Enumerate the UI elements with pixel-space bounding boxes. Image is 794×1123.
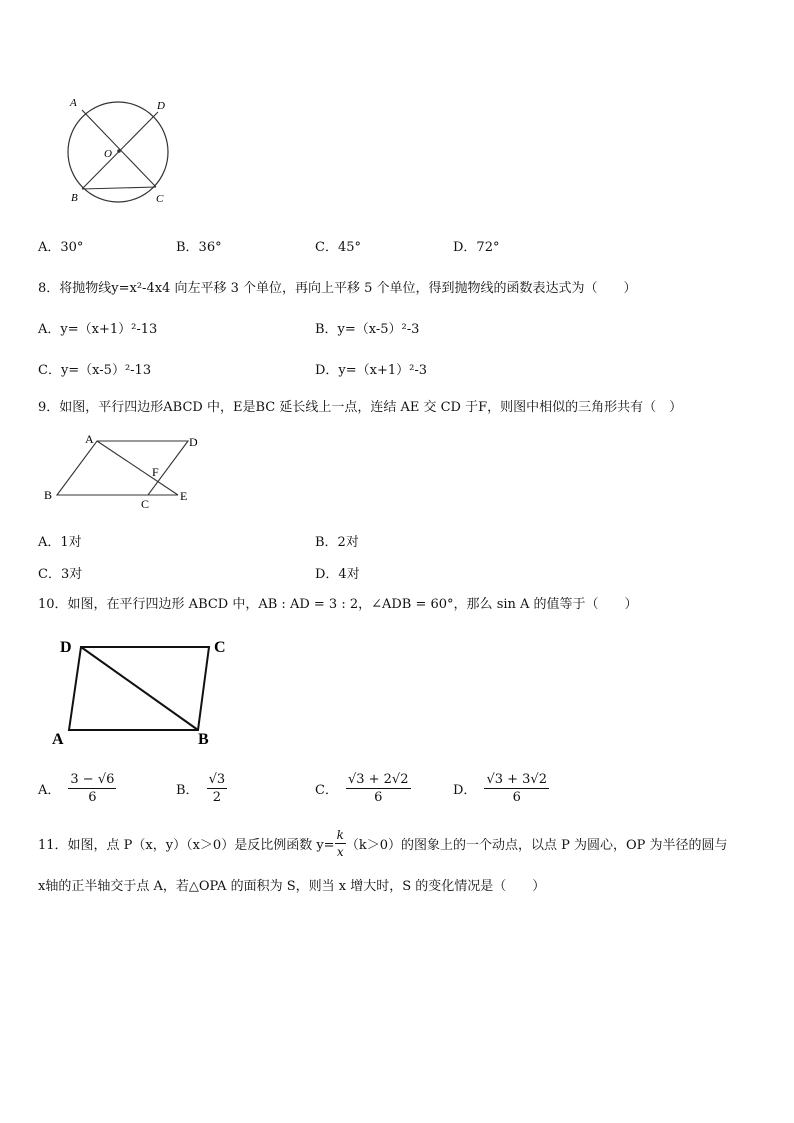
q9-option-c: C．3对 [38,567,83,582]
q7-center-dot [117,149,121,153]
q8-question: 8．将抛物线y=x²-4x4 向左平移 3 个单位，再向上平移 5 个单位，得到抛物线的函数表达式为（ ） [38,281,637,296]
q7-label-c: C [156,193,164,205]
q10-option-d [453,772,549,805]
q10-option-b-fraction [207,772,228,805]
q10-option-d-label: D． [453,783,477,798]
q10-option-b-denominator: 2 [212,790,221,805]
q10-option-c-numerator: √3 + 2√2 [347,772,409,787]
q9-label-b: B [44,488,53,502]
q9-option-a: A．1对 [38,535,82,550]
q11-text-part-2: （k＞0）的图象上的一个动点，以点 P 为圆心，OP 为半径的圆与 [345,838,728,853]
q7-option-d: D．72° [453,240,500,255]
q7-option-c: C．45° [315,240,361,255]
q7-label-d: D [157,100,165,112]
q9-label-a: A [85,432,94,446]
q11-question-line-2: x轴的正半轴交于点 A，若△OPA 的面积为 S，则当 x 增大时，S 的变化情况是（ ） [38,879,546,894]
q10-option-a-label: A． [38,783,61,798]
q9-label-f: F [152,465,159,479]
q10-option-d-numerator: √3 + 3√2 [486,772,547,787]
q10-option-c-label: C． [315,783,338,798]
q10-option-d-denominator: 6 [512,790,521,805]
q9-parallelogram-figure [40,428,200,514]
q9-label-e: E [180,489,188,503]
q11-fraction-k-over-x [335,828,346,859]
q9-label-c: C [141,497,150,511]
q10-option-b-label: B． [176,783,199,798]
q9-segment-ae [97,441,178,495]
q10-option-a-denominator: 6 [88,790,97,805]
q10-option-c [315,772,411,805]
q7-chord-bc [82,187,156,189]
q9-option-b: B．2对 [315,535,359,550]
q7-label-o: O [104,148,112,160]
q10-label-d: D [60,639,72,656]
q10-option-b [176,772,227,805]
q10-option-b-numerator: √3 [208,772,226,787]
q7-circle-figure [60,92,180,207]
q8-option-a: A．y=（x+1）²-13 [38,322,158,337]
q9-question: 9．如图，平行四边形ABCD 中，E是BC 延长线上一点，连结 AE 交 CD 于F，则图中相似的三角形共有（ ） [38,400,683,415]
q11-fraction-numerator: k [336,828,344,842]
q10-option-a-fraction [68,772,116,805]
q10-option-a-numerator: 3 − √6 [70,772,115,787]
q10-parallelogram-figure [48,632,238,750]
q11-fraction-denominator: x [336,845,344,859]
q11-question-line-1 [38,828,728,859]
q10-question: 10．如图，在平行四边形 ABCD 中，AB : AD = 3 : 2，∠ADB = 60°，那么 sin A 的值等于（ ） [38,597,638,612]
q11-text-part-1: 11．如图，点 P（x，y）（x＞0）是反比例函数 y= [38,838,335,853]
q10-option-c-fraction [346,772,411,805]
q10-option-d-fraction [484,772,549,805]
q8-option-b: B．y=（x-5）²-3 [315,322,420,337]
q10-label-a: A [52,731,64,748]
q10-diagonal-db [81,647,198,730]
q7-label-a: A [70,97,77,109]
q10-option-a [38,772,116,805]
q10-option-c-denominator: 6 [374,790,383,805]
q9-label-d: D [189,435,198,449]
q8-option-c: C．y=（x-5）²-13 [38,363,152,378]
q7-option-a: A．30° [38,240,84,255]
q10-label-b: B [198,731,209,748]
q7-option-b: B．36° [176,240,222,255]
q9-parallelogram [57,441,188,495]
q10-label-c: C [214,639,226,656]
q8-option-d: D．y=（x+1）²-3 [315,363,428,378]
q9-option-d: D．4对 [315,567,360,582]
q7-label-b: B [71,192,78,204]
q7-diameter-ac [82,110,156,187]
